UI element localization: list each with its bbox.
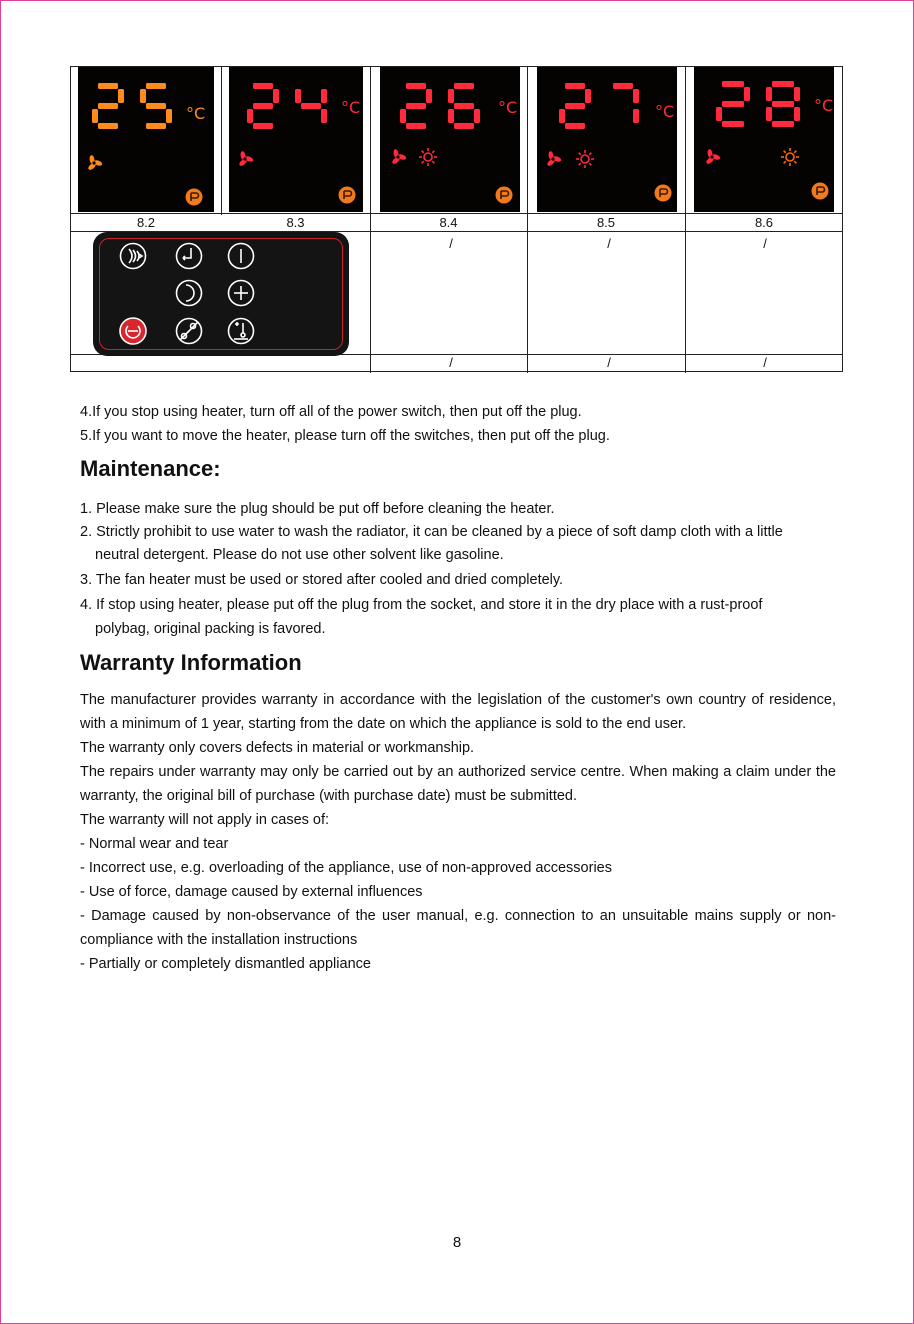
maintenance-item-3: 3. The fan heater must be used or stored after cooled and dried completely.: [80, 572, 564, 588]
maintenance-item-4-cont: polybag, original packing is favored.: [95, 621, 326, 637]
led-segment: [766, 87, 772, 101]
slash-mark: /: [763, 236, 767, 251]
sleep-mode-icon[interactable]: [177, 281, 202, 306]
warranty-paragraph-2: The warranty only covers defects in material or workmanship.: [80, 740, 475, 756]
fan-icon: [391, 149, 407, 165]
led-segment: [321, 109, 327, 123]
maintenance-item-1: 1. Please make sure the plug should be put off before cleaning the heater.: [80, 501, 555, 517]
led-segment: [98, 103, 118, 109]
heat-icon: [419, 148, 437, 166]
led-segment: [166, 109, 172, 123]
led-segment: [253, 83, 273, 89]
led-display-26: [380, 67, 520, 212]
eco-badge-icon: [339, 187, 356, 204]
led-segment: [146, 83, 166, 89]
led-display-25: [78, 67, 214, 212]
led-segment: [426, 89, 432, 103]
figure-caption: 8.4: [439, 215, 458, 230]
switch-on-icon[interactable]: [229, 244, 254, 269]
warranty-list-item: - Partially or completely dismantled appliance: [80, 956, 371, 972]
led-segment: [400, 109, 406, 123]
led-segment: [565, 123, 585, 129]
figure-caption: 8.5: [596, 215, 616, 230]
led-segment: [454, 83, 474, 89]
eco-badge-icon: [186, 189, 203, 206]
led-segment: [273, 89, 279, 103]
table-divider: [221, 67, 222, 215]
led-segment: [247, 109, 253, 123]
timer-icon[interactable]: [177, 244, 202, 269]
heat-icon: [781, 148, 799, 166]
led-segment: [406, 83, 426, 89]
led-segment: [118, 89, 124, 103]
celsius-unit: °C: [341, 98, 361, 117]
warranty-paragraph-4: The warranty will not apply in cases of:: [80, 812, 330, 828]
figure-caption: 8.2: [136, 215, 156, 230]
led-display-28: [694, 67, 834, 212]
led-segment: [140, 89, 146, 103]
eco-badge-icon: [812, 183, 829, 200]
eco-badge-icon: [655, 185, 672, 202]
eco-badge-icon: [496, 187, 513, 204]
warranty-paragraph-3: The repairs under warranty may only be carried out by an authorized service centre. When making a claim under the warranty, the original bill of purchase (with purchase date) must be submitted.: [80, 764, 836, 804]
heat-icon: [576, 150, 594, 168]
led-segment: [406, 123, 426, 129]
led-segment: [633, 89, 639, 103]
led-segment: [633, 109, 639, 123]
led-segment: [744, 87, 750, 101]
led-segment: [794, 87, 800, 101]
led-segment: [448, 109, 454, 123]
led-segment: [585, 89, 591, 103]
led-segment: [565, 103, 585, 109]
fan-icon: [705, 149, 721, 165]
slash-mark: /: [607, 236, 611, 251]
led-segment: [98, 83, 118, 89]
warranty-paragraph-1: The manufacturer provides warranty in accordance with the legislation of the customer's own country of residence, with a minimum of 1 year, starting from the date on which the appliance is sold to the end user.: [80, 692, 836, 732]
led-segment: [448, 89, 454, 103]
led-segment: [301, 103, 321, 109]
led-segment: [474, 109, 480, 123]
control-panel: [93, 232, 349, 356]
power-button-icon[interactable]: [120, 318, 146, 344]
led-segment: [406, 103, 426, 109]
fan-icon: [87, 155, 103, 171]
slash-mark: /: [763, 355, 767, 370]
led-segment: [772, 121, 794, 127]
oscillation-icon[interactable]: [121, 244, 146, 269]
led-segment: [722, 81, 744, 87]
maintenance-heading: Maintenance:: [80, 456, 221, 481]
celsius-unit: °C: [498, 98, 518, 117]
led-segment: [253, 123, 273, 129]
led-segment: [253, 103, 273, 109]
led-segment: [92, 109, 98, 123]
led-segment: [146, 103, 166, 109]
warranty-list-item: - Use of force, damage caused by external influences: [80, 884, 423, 900]
led-segment: [454, 103, 474, 109]
warranty-list-item: - Incorrect use, e.g. overloading of the appliance, use of non-approved accessories: [80, 860, 612, 876]
led-segment: [146, 123, 166, 129]
celsius-unit: °C: [814, 96, 834, 115]
warranty-list-item: - Damage caused by non-observance of the user manual, e.g. connection to an unsuitable mains supply or non-compliance with the installation instructions: [80, 908, 836, 948]
maintenance-item-2-cont: neutral detergent. Please do not use other solvent like gasoline.: [95, 547, 504, 563]
warranty-list-item: - Normal wear and tear: [80, 836, 229, 852]
fan-icon: [238, 151, 254, 167]
slash-mark: /: [449, 355, 453, 370]
display-figure-table: [70, 66, 843, 372]
maintenance-item-2: 2. Strictly prohibit to use water to wash the radiator, it can be cleaned by a piece of soft damp cloth with a little: [80, 524, 783, 540]
led-segment: [722, 101, 744, 107]
led-display-24: [229, 67, 363, 212]
slash-mark: /: [449, 236, 453, 251]
led-segment: [716, 107, 722, 121]
page-number: 8: [452, 1234, 462, 1251]
instruction-item-4: 4.If you stop using heater, turn off all of the power switch, then put off the plug.: [80, 404, 582, 420]
led-segment: [295, 89, 301, 103]
fan-icon: [546, 151, 562, 167]
led-segment: [613, 83, 633, 89]
led-segment: [321, 89, 327, 103]
led-segment: [766, 107, 772, 121]
led-segment: [772, 81, 794, 87]
led-segment: [454, 123, 474, 129]
led-segment: [565, 83, 585, 89]
maintenance-item-4: 4. If stop using heater, please put off the plug from the socket, and store it in the dry place with a rust-proof: [80, 597, 763, 613]
figure-caption: 8.6: [754, 215, 774, 230]
led-segment: [98, 123, 118, 129]
celsius-unit: °C: [655, 102, 675, 121]
instruction-item-5: 5.If you want to move the heater, please turn off the switches, then put off the plug.: [80, 428, 610, 444]
led-display-27: [537, 67, 677, 212]
plus-icon[interactable]: [229, 281, 254, 306]
celsius-unit: °C: [186, 104, 206, 123]
figure-caption: 8.3: [286, 215, 305, 230]
led-segment: [772, 101, 794, 107]
temperature-set-icon[interactable]: [229, 319, 254, 344]
slash-mark: /: [607, 355, 611, 370]
led-segment: [722, 121, 744, 127]
warranty-heading: Warranty Information: [80, 650, 302, 675]
fan-heat-mode-icon[interactable]: [177, 319, 202, 344]
led-segment: [559, 109, 565, 123]
led-segment: [794, 107, 800, 121]
